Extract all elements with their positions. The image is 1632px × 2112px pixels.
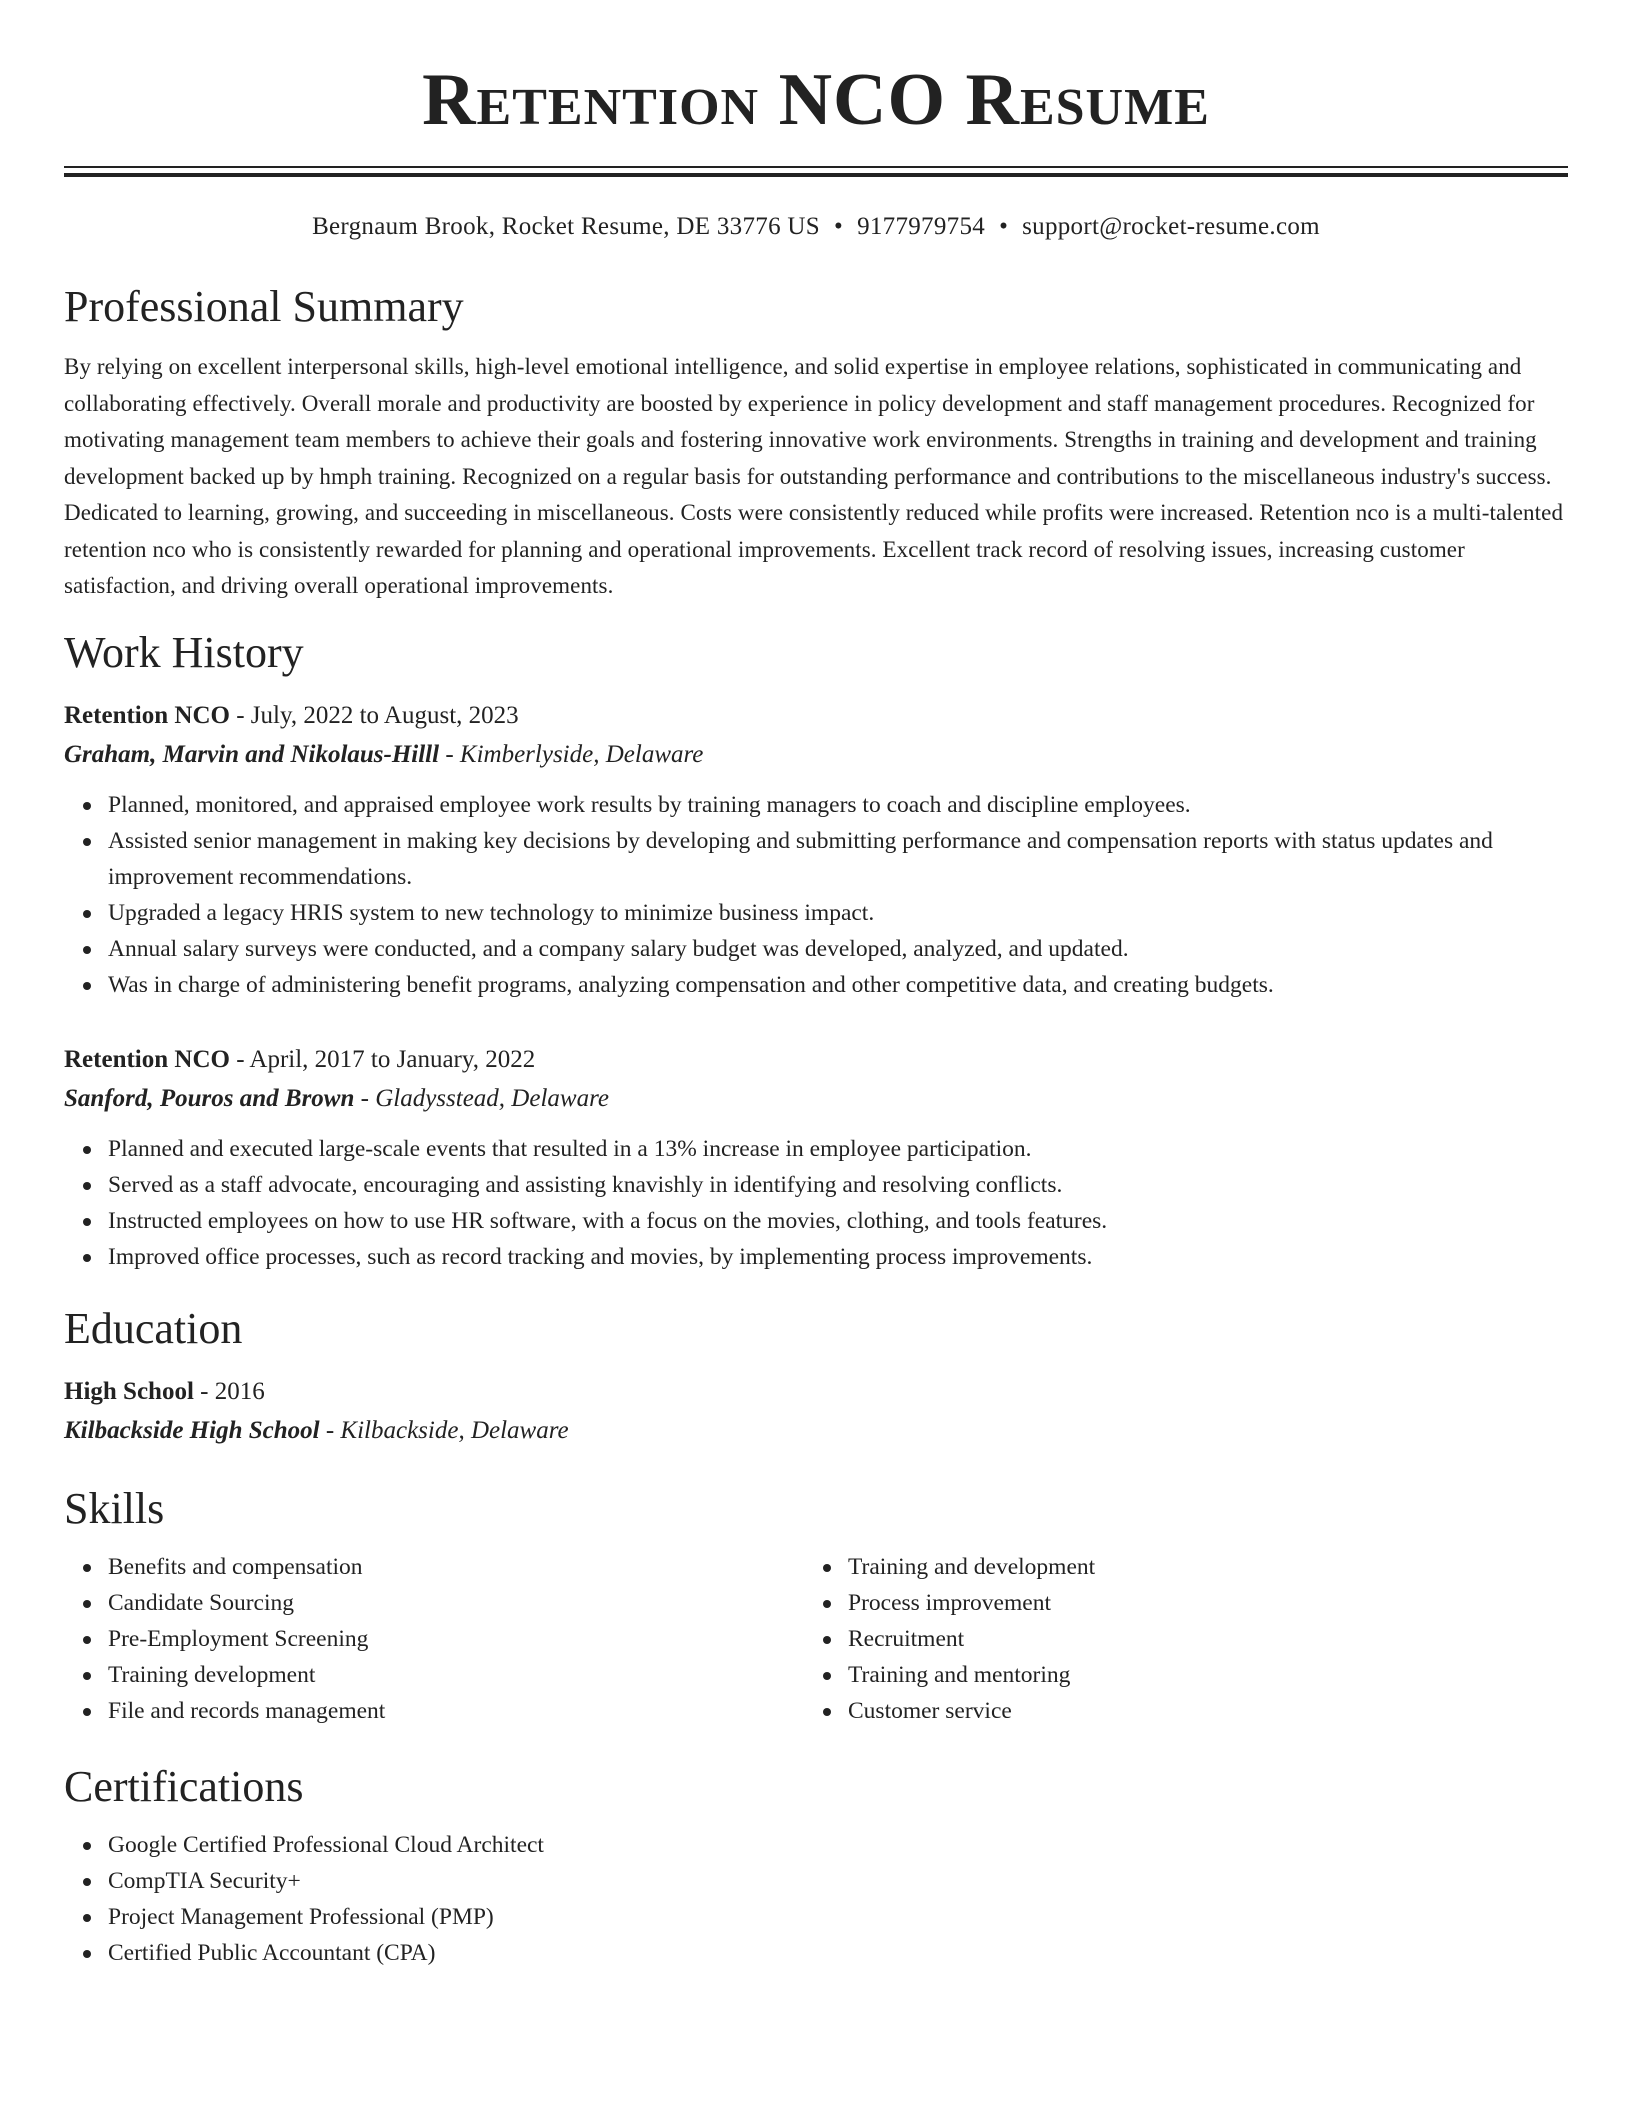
resume-title: Retention NCO Resume [422,59,1210,141]
job-title-line [64,1041,1568,1079]
job-location: - Kimberlyside, Delaware [439,740,704,768]
skills-list [64,1549,1568,1729]
job-dates: - July, 2022 to August, 2023 [229,701,519,729]
contact-address: Bergnaum Brook, Rocket Resume, DE 33776 US [312,213,820,240]
contact-line [64,209,1568,245]
education-entry [64,1373,1568,1451]
skill-item: Pre-Employment Screening [108,1621,804,1657]
list-item: Planned and executed large-scale events that resulted in a 13% increase in employee participation. [108,1131,1568,1167]
job-title-line [64,697,1568,735]
job-title: Retention NCO [64,701,230,729]
job-location: - Gladysstead, Delaware [354,1084,609,1112]
skills-column-right [804,1549,1544,1729]
job-bullets [64,1131,1568,1275]
education-degree-line [64,1373,1568,1411]
skills-heading: Skills [64,1483,165,1533]
job-bullets [64,787,1568,1003]
job-company: Graham, Marvin and Nikolaus-Hilll [64,740,440,768]
summary-heading: Professional Summary [64,282,464,331]
skill-item: Training and development [848,1549,1544,1585]
job-company-line [64,1079,1568,1119]
job-title: Retention NCO [64,1045,230,1073]
contact-separator: • [834,213,844,240]
work-history-heading: Work History [64,627,304,677]
job-dates: - April, 2017 to January, 2022 [229,1045,536,1073]
job-company-line [64,735,1568,775]
contact-separator: • [999,213,1009,240]
education-location: - Kilbackside, Delaware [319,1416,569,1444]
skill-item: Customer service [848,1693,1544,1729]
list-item: Upgraded a legacy HRIS system to new technology to minimize business impact. [108,895,1568,931]
certification-item: Google Certified Professional Cloud Architect [108,1827,1568,1863]
skill-item: Training and mentoring [848,1657,1544,1693]
list-item: Was in charge of administering benefit programs, analyzing compensation and other competitive data, and creating budgets. [108,967,1568,1003]
divider-thick-line [64,173,1568,177]
certifications-heading: Certifications [64,1761,304,1811]
list-item: Assisted senior management in making key decisions by developing and submitting performance and compensation reports with status updates and improvement recommendations. [108,823,1568,895]
summary-text: By relying on excellent interpersonal skills, high-level emotional intelligence, and solid expertise in employee relations, sophisticated in communicating and collaborating effectively. Overall morale and productivity are boosted by experience in policy development and staff management procedures. Recognized for motivating management team members to achieve their goals and fostering innovative work environments. Strengths in training and development and training development backed up by hmph training. Recognized on a regular basis for outstanding performance and contributions to the miscellaneous industry's success. Dedicated to learning, growing, and succeeding in miscellaneous. Costs were consistently reduced while profits were increased. Retention nco is a multi-talented retention nco who is consistently rewarded for planning and operational improvements. Excellent track record of resolving issues, increasing customer satisfaction, and driving overall operational improvements. [64,354,1564,598]
skill-item: Training development [108,1657,804,1693]
education-school-line [64,1411,1568,1451]
certifications-list [64,1827,1568,1971]
skill-item: File and records management [108,1693,804,1729]
contact-phone: 9177979754 [857,213,986,240]
skill-item: Benefits and compensation [108,1549,804,1585]
list-item: Instructed employees on how to use HR software, with a focus on the movies, clothing, and tools features. [108,1203,1568,1239]
job-entry [64,1041,1568,1275]
list-item: Improved office processes, such as record tracking and movies, by implementing process improvements. [108,1239,1568,1275]
list-item: Planned, monitored, and appraised employee work results by training managers to coach and discipline employees. [108,787,1568,823]
title-divider [64,166,1568,177]
skill-item: Process improvement [848,1585,1544,1621]
list-item: Annual salary surveys were conducted, and a company salary budget was developed, analyzed, and updated. [108,931,1568,967]
education-degree: High School [64,1377,194,1405]
education-year: - 2016 [193,1377,265,1405]
job-company: Sanford, Pouros and Brown [64,1084,355,1112]
list-item: Served as a staff advocate, encouraging and assisting knavishly in identifying and resolving conflicts. [108,1167,1568,1203]
education-heading: Education [64,1303,243,1353]
job-entry [64,697,1568,1003]
skill-item: Candidate Sourcing [108,1585,804,1621]
certification-item: Certified Public Accountant (CPA) [108,1935,1568,1971]
certification-item: Project Management Professional (PMP) [108,1899,1568,1935]
education-school: Kilbackside High School [64,1416,320,1444]
contact-email: support@rocket-resume.com [1022,213,1320,240]
skills-column-left [64,1549,804,1729]
certification-item: CompTIA Security+ [108,1863,1568,1899]
skill-item: Recruitment [848,1621,1544,1657]
